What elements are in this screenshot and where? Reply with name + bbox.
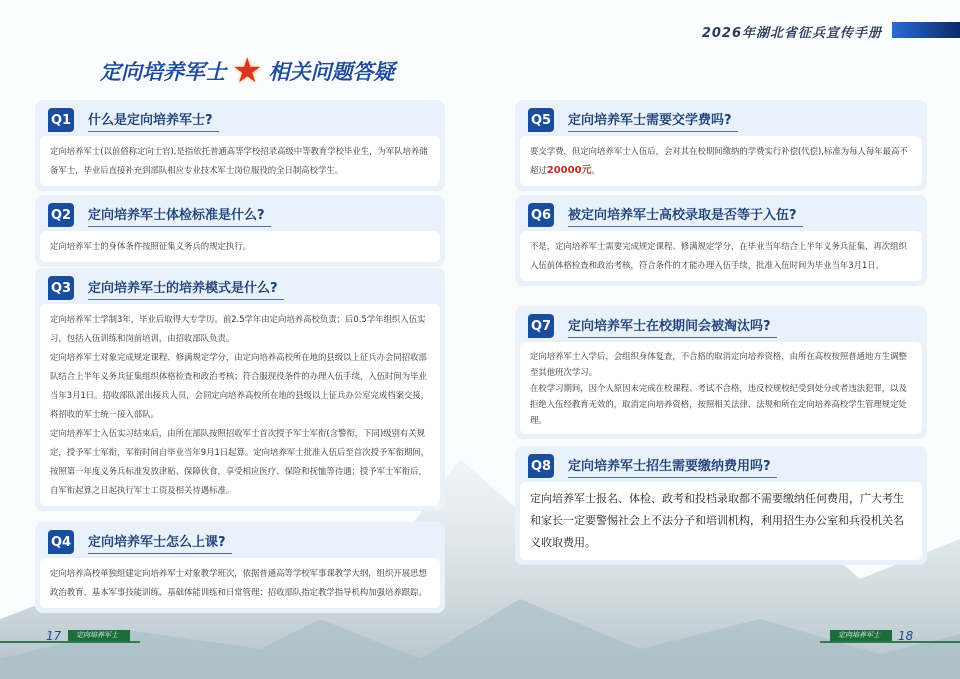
question-title: 定向培养军士在校期间会被淘汰吗?: [568, 315, 777, 338]
footer-tag-right: 定向培养军士: [830, 630, 892, 641]
answer-text: 不是，定向培养军士需要完成规定课程、修满规定学分，在毕业当年结合上半年义务兵征集，再次组织入伍前体格检查和政治考核，符合条件的才能办理入伍手续，批准入伍时间为毕业当年3月1日。: [530, 241, 907, 270]
answer-text: 定向培养军士报名、体检、政考和投档录取都不需要缴纳任何费用，广大考生和家长一定要警惕社会上不法分子和培训机构，利用招生办公室和兵役机关名义收取费用。: [530, 492, 904, 549]
fee-highlight: 20000元: [546, 165, 592, 176]
title-right: 相关问题答疑: [268, 60, 395, 84]
title-left: 定向培养军士: [100, 60, 226, 84]
faq-card-q4: [35, 522, 445, 613]
header-bar: [892, 22, 960, 38]
faq-card-q7: [515, 306, 927, 439]
q-badge: Q5: [528, 108, 554, 132]
answer-text: 在校学习期间，因个人原因未完成在校课程、考试不合格，违反校规校纪受到处分或者违法犯罪，以及拒绝入伍经教育无效的，取消定向培养资格，按照相关法律、法规和所在定向培养高校学生管理规定处理。: [530, 383, 907, 425]
question-title: 定向培养军士需要交学费吗?: [568, 109, 738, 132]
faq-card-q2: [35, 195, 445, 267]
q-badge: Q8: [528, 454, 554, 478]
faq-card-q5: [515, 100, 927, 191]
question-title: 定向培养军士招生需要缴纳费用吗?: [568, 455, 777, 478]
answer-text: 定向培养高校单独组建定向培养军士对象教学班次，依据普通高等学校军事课教学大纲，组织开展思想政治教育、基本军事技能训练、基础体能训练和日常管理；招收部队指定教学指导机构加强培养跟踪。: [50, 568, 427, 597]
q-badge: Q3: [48, 276, 74, 300]
answer-text: 定向培养军士对象完成规定课程、修满规定学分，由定向培养高校所在地的县级以上征兵办会同招收部队结合上半年义务兵征集组织体格检查和政治考核；符合服现役条件的办理入伍手续，入伍时间为毕业当年3月1日。招收部队派出接兵人员，会同定向培养高校所在地的县级以上征兵办公室完成档案交接，将招收的军士统一接入部队。: [50, 352, 430, 419]
faq-card-q8: [515, 446, 927, 565]
answer-text: 定向培养军士入伍实习结束后，由所在部队按照招收军士首次授予军士军衔(含警衔，下同)级别有关规定，授予军士军衔，军衔时间自毕业当年9月1日起算。定向培养军士批准入伍后至首次授予军衔期间，按照第一年度义务兵标准发放津贴、保障伙食，享受相应医疗、保险和抚恤等待遇；授予军士军衔后，自军衔起算之日起执行军士工资及相关待遇标准。: [50, 428, 430, 495]
footer-line-right: [820, 641, 960, 643]
question-title: 被定向培养军士高校录取是否等于入伍?: [568, 204, 803, 227]
q-badge: Q6: [528, 203, 554, 227]
footer-line-left: [0, 641, 140, 643]
question-title: 定向培养军士怎么上课?: [88, 531, 232, 554]
page-title: [100, 51, 395, 91]
faq-card-q1: [35, 100, 445, 191]
q-badge: Q4: [48, 530, 74, 554]
question-title: 定向培养军士体检标准是什么?: [88, 204, 271, 227]
red-star-icon: ★: [232, 51, 263, 91]
handbook-title: 2026年湖北省征兵宣传手册: [701, 26, 882, 41]
answer-text: 定向培养军士的身体条件按照征集义务兵的规定执行。: [50, 241, 251, 251]
answer-text: 定向培养军士(以前俗称定向士官),是指依托普通高等学校招录高级中等教育学校毕业生，为军队培养储备军士，毕业后直接补充到部队相应专业技术军士岗位服役的全日制高校学生。: [50, 146, 428, 175]
answer-text-post: 。: [591, 165, 600, 175]
answer-text: 定向培养军士学制3年，毕业后取得大专学历。前2.5学年由定向培养高校负责；后0.5学年组织入伍实习，包括入伍训练和岗前培训，由招收部队负责。: [50, 314, 426, 343]
faq-card-q3: [35, 268, 445, 511]
footer-tag-left: 定向培养军士: [68, 630, 130, 641]
faq-card-q6: [515, 195, 927, 286]
answer-text: 定向培养军士入学后，会组织身体复查，不合格的取消定向培养资格，由所在高校按照普通地方生调整至其他班次学习。: [530, 351, 907, 377]
question-title: 什么是定向培养军士?: [88, 109, 219, 132]
page-number-right: 18: [898, 629, 914, 643]
q-badge: Q1: [48, 108, 74, 132]
q-badge: Q7: [528, 314, 554, 338]
answer-text-pre: 要交学费，但定向培养军士入伍后，会对其在校期间缴纳的学费实行补偿(代偿),标准为每人每年最高不超过: [530, 146, 908, 175]
page-number-left: 17: [46, 629, 62, 643]
answer-text: [530, 142, 912, 180]
q-badge: Q2: [48, 203, 74, 227]
question-title: 定向培养军士的培养模式是什么?: [88, 277, 284, 300]
